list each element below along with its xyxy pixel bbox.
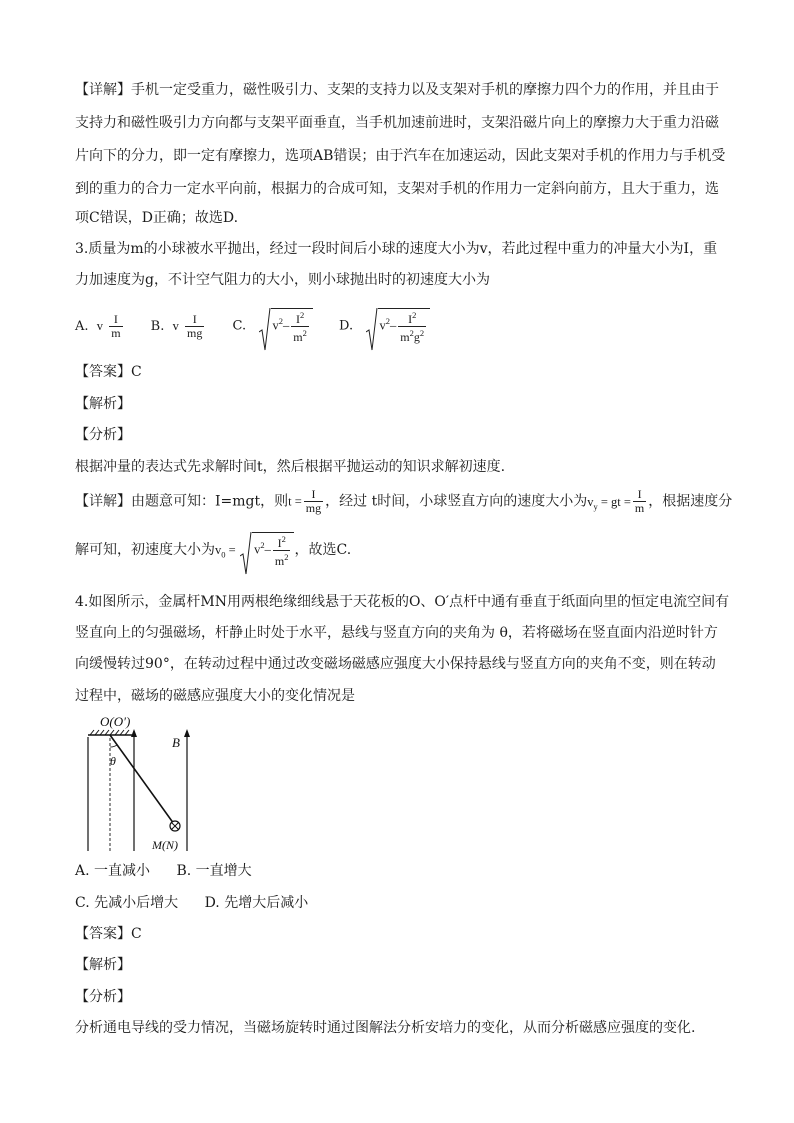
label-o: O(O′) [100,714,131,729]
question-4-line-2: 竖直向上的匀强磁场，杆静止时处于水平，悬线与竖直方向的夹角为 θ，若将磁场在竖直面内沿逆时针方 [75,625,718,641]
detail-3-line-1: 【详解】由题意可知：I=mgt，则t = $\frac{I}{mg}$ ，经过 t时间，小球竖直方向的速度大小为$v_y$ = gt = $\frac{I}{m}$ ，根据速度分 [75,487,733,515]
fenxi-text-3: 根据冲量的表达式先求解时间t，然后根据平抛运动的知识求解初速度. [75,459,506,475]
question-4-line-3: 向缓慢转过90°，在转动过程中通过改变磁场磁感应强度大小保持悬线与竖直方向的夹角不变，则在转动 [75,656,716,672]
detail-line-1: 【详解】手机一定受重力，磁性吸引力、支架的支持力以及支架对手机的摩擦力四个力的作用，并且由于 [75,82,719,98]
answer-3: 【答案】C [75,364,142,380]
question-4-line-4: 过程中，磁场的磁感应强度大小的变化情况是 [75,688,355,704]
fenxi-heading-3: 【分析】 [75,427,131,443]
option-c[interactable]: C. 先减小后增大 [75,895,179,911]
analysis-heading-3: 【解析】 [75,396,131,412]
answer-4: 【答案】C [75,926,142,942]
question-4-line-1: 4.如图所示，金属杆MN用两根绝缘细线悬于天花板的O、O′点杆中通有垂直于纸面向里的恒定电流空间有 [75,594,730,610]
option-b[interactable]: B. v $\frac{I}{mg}$ [150,311,203,340]
option-d[interactable]: D. $v^2-$ $\frac{I^2}{m^2g^2}$ [339,308,430,344]
option-a[interactable]: A. 一直减小 [75,863,151,879]
option-b[interactable]: B. 一直增大 [176,863,252,879]
detail-line-2: 支持力和磁性吸引力方向都与支架平面垂直，当手机加速前进时，支架沿磁片向上的摩擦力大于重力沿磁 [75,115,719,131]
option-d[interactable]: D. 先增大后减小 [204,895,309,911]
question-3-options [75,308,452,344]
detail-3-line-2: 解可知，初速度大小为$v_0$ = $v^2-$ $\frac{I^2}{m^2}$ ，故选C. [75,532,351,568]
option-c[interactable]: C. $v^2-$ $\frac{I^2}{m^2}$ [233,308,313,344]
option-a[interactable]: A. v $\frac{I}{m}$ [75,311,121,340]
fenxi-text-4: 分析通电导线的受力情况，当磁场旋转时通过图解法分析安培力的变化，从而分析磁感应强度的变化. [75,1020,696,1036]
sqrt-symbol: $v^2-$ $\frac{I^2}{m^2}$ [240,532,294,568]
question-4-options-row-1 [75,861,274,881]
question-3-line-2: 力加速度为g，不计空气阻力的大小，则小球抛出时的初速度大小为 [75,272,490,288]
analysis-heading-4: 【解析】 [75,957,131,973]
label-m: M(N) [152,838,178,852]
detail-line-4: 到的重力的合力一定水平向前，根据力的合成可知，支架对手机的作用力一定斜向前方，且大于重力，选 [75,181,719,197]
magnetic-field-figure [86,713,196,855]
question-4-options-row-2 [75,893,330,913]
sqrt-symbol: $v^2-$ $\frac{I^2}{m^2g^2}$ [366,308,431,344]
detail-line-3: 片向下的分力，即一定有摩擦力，选项AB错误；由于汽车在加速运动，因此支架对手机的作用力与手机受 [75,148,726,164]
detail-line-5: 项C错误，D正确；故选D. [75,210,239,226]
sqrt-symbol: $v^2-$ $\frac{I^2}{m^2}$ [259,308,313,344]
label-b: B [172,735,180,750]
fenxi-heading-4: 【分析】 [75,989,131,1005]
question-3-line-1: 3.质量为m的小球被水平抛出，经过一段时间后小球的速度大小为v，若此过程中重力的冲量大小为I，重 [75,241,718,257]
label-theta: θ [110,754,116,768]
